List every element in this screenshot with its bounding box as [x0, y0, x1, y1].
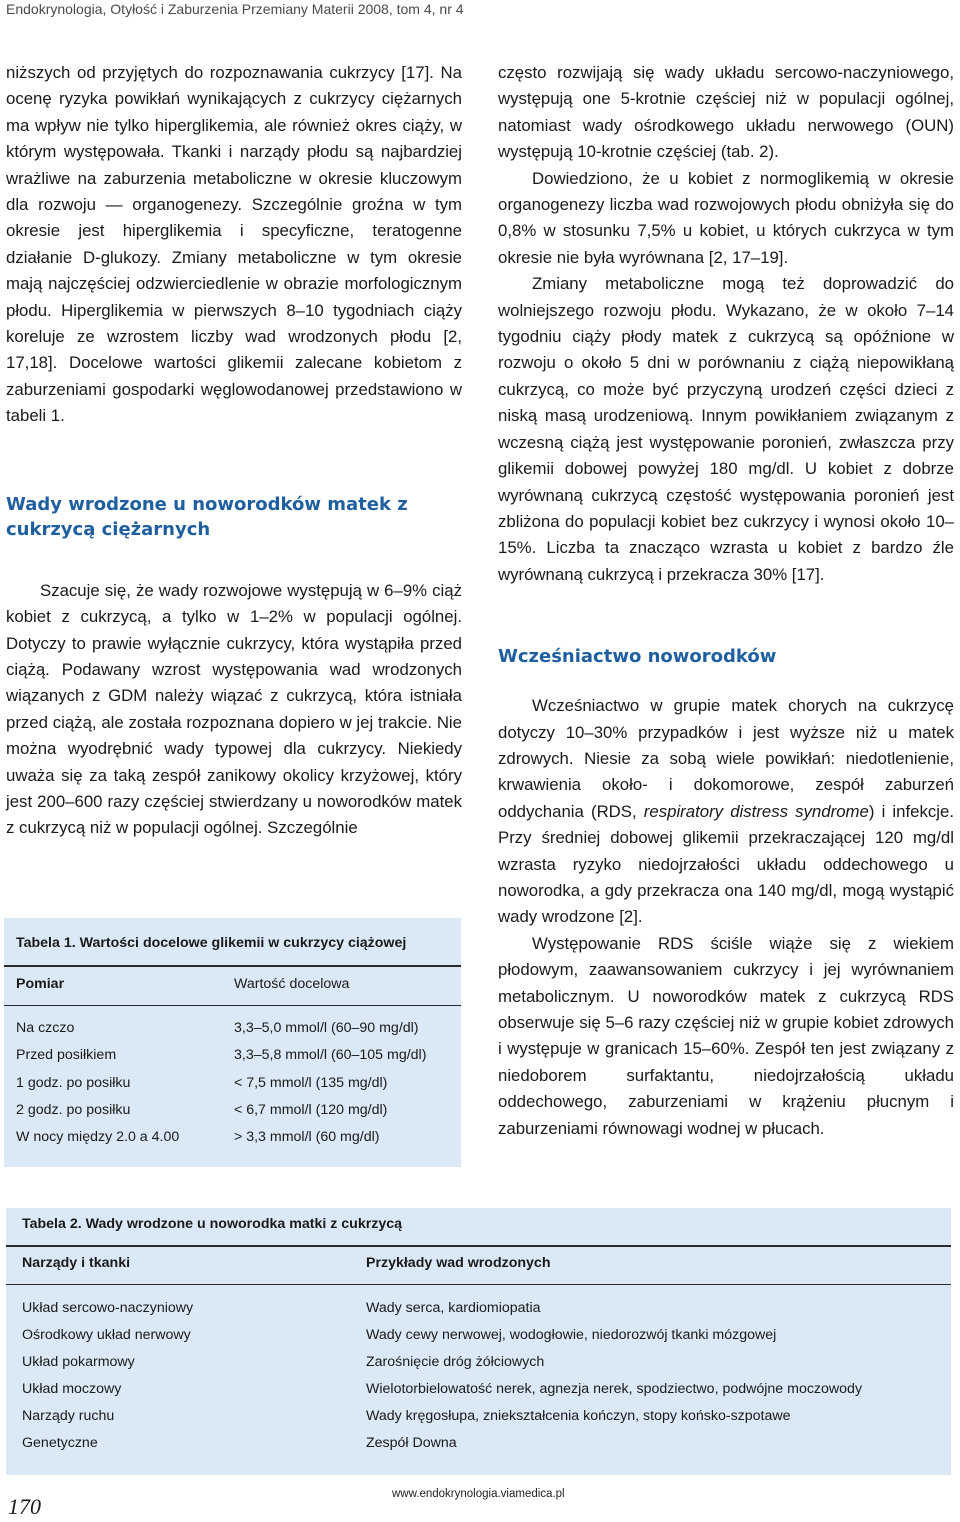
table-1-rule-top: [4, 965, 461, 967]
right-paragraph-2: Dowiedziono, że u kobiet z normoglikemią w okresie organogenezy liczba wad rozwojowych płodu obniżyła się do 0,8% w stosunku 7,5% u kobiet, u których cukrzyca w tym okresie nie była wyrównana [2, 17–19].: [498, 168, 954, 267]
footer-url: www.endokrynologia.viamedica.pl: [392, 1488, 565, 1500]
table-1-cell: Przed posiłkiem: [16, 1047, 117, 1063]
table-2-cell: Ośrodkowy układ nerwowy: [22, 1327, 191, 1343]
table-1-cell: 3,3–5,8 mmol/l (60–105 mg/dl): [234, 1047, 427, 1063]
table-2-cell: Wady serca, kardiomiopatia: [366, 1300, 541, 1316]
section-heading-birth-defects: Wady wrodzone u noworodków matek z cukrzycą ciężarnych: [6, 493, 408, 540]
table-2-cell: Wielotorbielowatość nerek, agnezja nerek, spodziectwo, podwójne moczowody: [366, 1381, 863, 1397]
table-1-cell: < 7,5 mmol/l (135 mg/dl): [234, 1075, 388, 1091]
table-2-cell: Układ pokarmowy: [22, 1354, 135, 1370]
right-paragraph-5: Występowanie RDS ściśle wiąże się z wiekiem płodowym, zaawansowaniem cukrzycy i jej wyrównaniem metabolicznym. U noworodków matek z cukrzycą RDS obserwuje się 5–6 razy częściej niż w grupie kobiet zdrowych i występuje w granicach 15–60%. Zespół ten jest związany z niedoborem surfaktantu, niedojrzałością układu oddechowego, zaburzeniami w krążeniu płucnym i zaburzeniami równowagi wodnej w płucach.: [498, 933, 954, 1138]
table-2-cell: Narządy ruchu: [22, 1408, 115, 1424]
table-1: [4, 918, 461, 1167]
right-paragraph-1: często rozwijają się wady układu sercowo-naczyniowego, występują one 5-krotnie częściej niż w populacji ogólnej, natomiast wady ośrodkowego układu nerwowego (OUN) występują 10-krotnie częściej (tab. 2).: [498, 63, 954, 162]
right-paragraph-4-part-a: Wcześniactwo w grupie matek chorych na cukrzycę dotyczy 10–30% przypadków i jest wyższe niż u matek zdrowych. Niesie za sobą wiele powikłań: niedotlenienie, krwawienia około- i dokomorowe, zespół zaburzeń oddychania (RDS,: [498, 696, 954, 821]
left-paragraph-2: Szacuje się, że wady rozwojowe występują w 6–9% ciąż kobiet z cukrzycą, a tylko w 1–2% w populacji ogólnej. Dotyczy to prawie wyłącznie cukrzycy, która wystąpiła przed ciążą. Podawany wzrost występowania wad wrodzonych wiązanych z GDM należy wiązać z cukrzycą, która istniała przed ciążą, ale została rozpoznana dopiero w jej trakcie. Nie można wyodrębnić wady typowej dla cukrzycy. Niekiedy uważa się za taką zespół zanikowy okolicy krzyżowej, który jest 200–600 razy częściej stwierdzany u noworodków matek z cukrzycą niż w populacji ogólnej. Szczególnie: [6, 580, 462, 838]
table-1-cell: < 6,7 mmol/l (120 mg/dl): [234, 1102, 388, 1118]
table-2-rule-top: [6, 1245, 951, 1247]
table-1-cell: 3,3–5,0 mmol/l (60–90 mg/dl): [234, 1020, 419, 1036]
table-1-cell: > 3,3 mmol/l (60 mg/dl): [234, 1129, 380, 1145]
table-2-cell: Wady kręgosłupa, zniekształcenia kończyn, stopy końsko-szpotawe: [366, 1408, 791, 1424]
running-head: Endokrynologia, Otyłość i Zaburzenia Przemiany Materii 2008, tom 4, nr 4: [6, 1, 464, 17]
section-heading-prematurity: Wcześniactwo noworodków: [498, 646, 777, 668]
table-2-cell: Wady cewy nerwowej, wodogłowie, niedorozwój tkanki mózgowej: [366, 1327, 777, 1343]
table-1-header-measure: Pomiar: [16, 976, 65, 992]
page-number: 170: [8, 1494, 41, 1519]
table-2-title: Tabela 2. Wady wrodzone u noworodka matki z cukrzycą: [22, 1216, 402, 1232]
table-1-rule-header: [4, 1005, 461, 1006]
table-1-header-target: Wartość docelowa: [234, 976, 350, 992]
right-paragraph-4-part-b: ) i infekcje. Przy średniej dobowej glikemii przekraczającej 120 mg/dl wzrasta ryzyko niedojrzałości układu oddechowego u noworodka, a gdy przekracza ona 140 mg/dl, mogą wystąpić wady wrodzone [2].: [498, 801, 954, 927]
table-2-cell: Układ sercowo-naczyniowy: [22, 1300, 194, 1316]
table-1-cell: 1 godz. po posiłku: [16, 1075, 131, 1091]
table-1-cell: W nocy między 2.0 a 4.00: [16, 1129, 180, 1145]
right-column: [498, 60, 954, 1142]
table-1-cell: 2 godz. po posiłku: [16, 1102, 131, 1118]
right-paragraph-3: Zmiany metaboliczne mogą też doprowadzić do wolniejszego rozwoju płodu. Wykazano, że w około 7–14 tygodniu ciąży płody matek z cukrzycą są opóźnione w rozwoju o około 5 dni w porównaniu z ciążą niepowikłaną cukrzycą, co może być przyczyną urodzeń części dzieci z niską masą urodzeniową. Innym powikłaniem związanym z wczesną ciążą jest występowanie poronień, zwłaszcza przy glikemii dobowej powyżej 180 mg/dl. U kobiet z dobrze wyrównaną cukrzycą częstość występowania poronień jest zbliżona do populacji kobiet bez cukrzycy i wynosi około 10–15%. Liczba ta znacząco wzrasta u kobiet z bardzo źle wyrównaną cukrzycą i przekracza 30% [17].: [498, 274, 954, 584]
right-paragraph-4-term: respiratory distress syndrome: [643, 801, 869, 821]
table-2: [6, 1208, 951, 1475]
table-1-cell: Na czczo: [16, 1020, 75, 1036]
table-2-header-examples: Przykłady wad wrodzonych: [366, 1255, 551, 1271]
table-2-rule-header: [6, 1284, 951, 1285]
table-2-header-organs: Narządy i tkanki: [22, 1255, 131, 1271]
table-2-cell: Układ moczowy: [22, 1381, 122, 1397]
table-1-title: Tabela 1. Wartości docelowe glikemii w cukrzycy ciążowej: [16, 935, 407, 951]
table-2-cell: Zarośnięcie dróg żółciowych: [366, 1354, 545, 1370]
right-paragraph-4: [498, 693, 954, 931]
left-column: [6, 60, 462, 842]
left-paragraph-1: niższych od przyjętych do rozpoznawania cukrzycy [17]. Na ocenę ryzyka powikłań wynikających z cukrzycy ciężarnych ma wpływ nie tylko hiperglikemia, ale również okres ciąży, w którym występowała. Tkanki i narządy płodu są najbardziej wrażliwe na zaburzenia metaboliczne w okresie kluczowym dla rozwoju — organogenezy. Szczególnie groźna w tym okresie jest hiperglikemia i specyficzne, teratogenne działanie D-glukozy. Zmiany metaboliczne w tym okresie mają najczęściej odzwierciedlenie w obrazie morfologicznym płodu. Hiperglikemia w pierwszych 8–10 tygodniach ciąży koreluje ze wzrostem liczby wad wrodzonych płodu [2, 17,18]. Docelowe wartości glikemii zalecane kobietom z zaburzeniami gospodarki węglowodanowej przedstawiono w tabeli 1.: [6, 63, 462, 426]
table-2-cell: Zespół Downa: [366, 1435, 457, 1451]
table-2-cell: Genetyczne: [22, 1435, 98, 1451]
